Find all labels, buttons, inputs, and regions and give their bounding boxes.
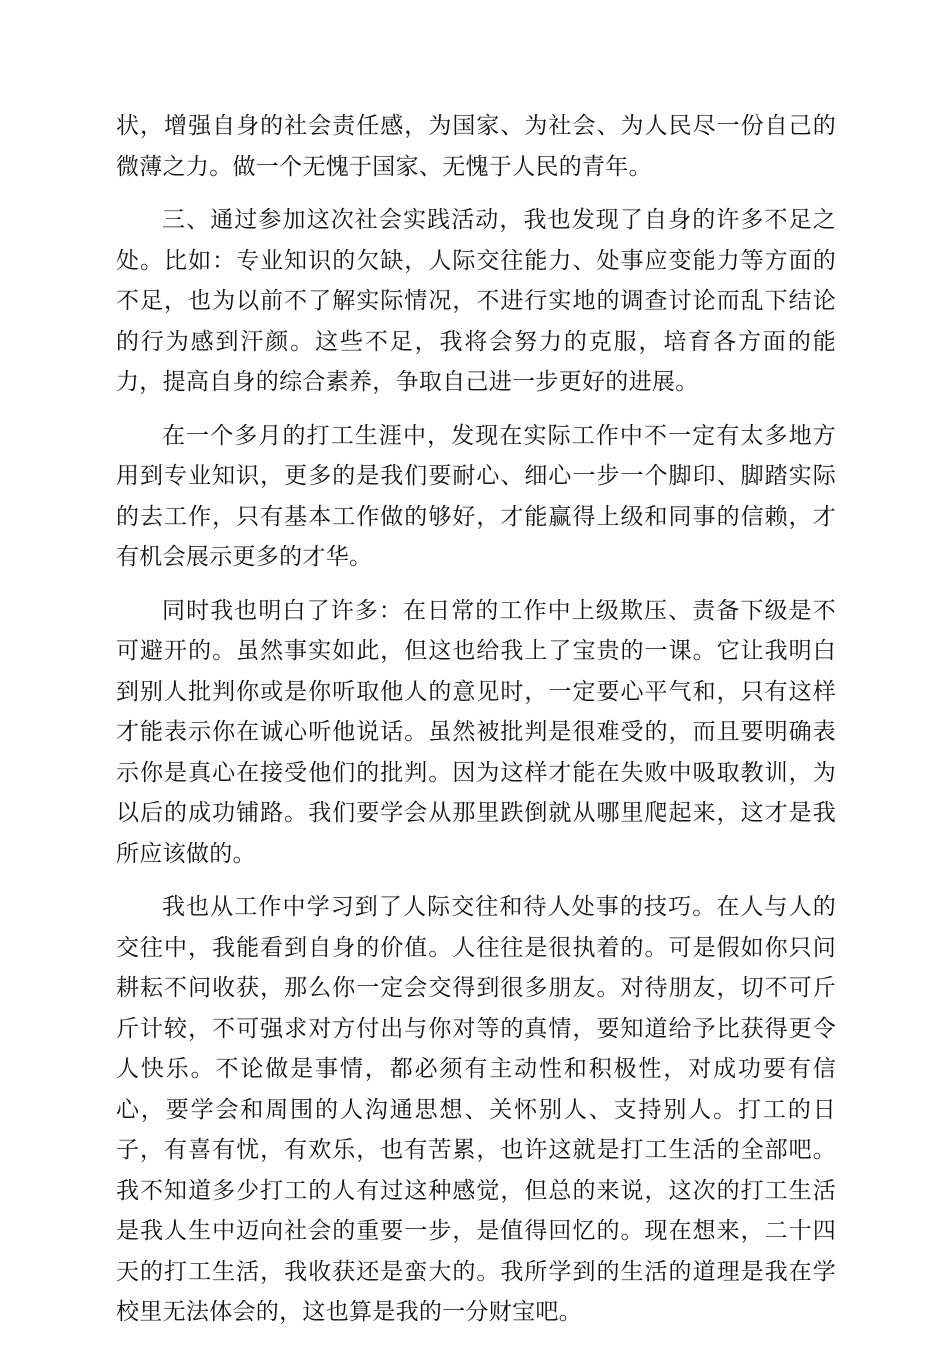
paragraph-4: 同时我也明白了许多：在日常的工作中上级欺压、责备下级是不可避开的。虽然事实如此，但这也给我上了宝贵的一课。它让我明白到别人批判你或是你听取他人的意见时，一定要心平气和，只有这样才能表示你在诚心听他说话。虽然被批判是很难受的，而且要明确表示你是真心在接受他们的批判。因为这样才能在失败中吸取教训，为以后的成功铺路。我们要学会从那里跌倒就从哪里爬起来，这才是我所应该做的。 bbox=[116, 597, 836, 867]
paragraph-5: 我也从工作中学习到了人际交往和待人处事的技巧。在人与人的交往中，我能看到自身的价值。人往往是很执着的。可是假如你只问耕耘不问收获，那么你一定会交得到很多朋友。对待朋友，切不可斤斤计较，不可强求对方付出与你对等的真情，要知道给予比获得更令人快乐。不论做是事情，都必须有主动性和积极性，对成功要有信心，要学会和周围的人沟通思想、关怀别人、支持别人。打工的日子，有喜有忧，有欢乐，也有苦累，也许这就是打工生活的全部吧。我不知道多少打工的人有过这种感觉，但总的来说，这次的打工生活是我人生中迈向社会的重要一步，是值得回忆的。现在想来，二十四天的打工生活，我收获还是蛮大的。我所学到的生活的道理是我在学校里无法体会的，这也算是我的一分财宝吧。 bbox=[116, 894, 836, 1325]
paragraph-1: 状，增强自身的社会责任感，为国家、为社会、为人民尽一份自己的微薄之力。做一个无愧于国家、无愧于人民的青年。 bbox=[116, 113, 836, 180]
document-body bbox=[116, 106, 836, 1346]
paragraph-2: 三、通过参加这次社会实践活动，我也发现了自身的许多不足之处。比如：专业知识的欠缺，人际交往能力、处事应变能力等方面的不足，也为以前不了解实际情况，不进行实地的调查讨论而乱下结论的行为感到汗颜。这些不足，我将会努力的克服，培育各方面的能力，提高自身的综合素养，争取自己进一步更好的进展。 bbox=[116, 207, 836, 395]
paragraph-3: 在一个多月的打工生涯中，发现在实际工作中不一定有太多地方用到专业知识，更多的是我们要耐心、细心一步一个脚印、脚踏实际的去工作，只有基本工作做的够好，才能赢得上级和同事的信赖，才有机会展示更多的才华。 bbox=[116, 422, 836, 570]
